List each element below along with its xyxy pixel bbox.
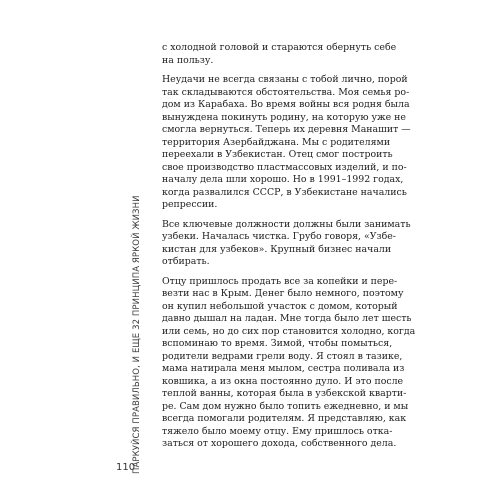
paragraph-4 bbox=[162, 275, 416, 451]
running-header: ПАРКУЙСЯ ПРАВИЛЬНО, И ЕЩЕ 32 ПРИНЦИПА ЯРКОЙ ЖИЗНИ bbox=[132, 195, 142, 474]
text-line: территория Азербайджана. Мы с родителями bbox=[162, 136, 391, 148]
paragraph-3 bbox=[162, 218, 411, 269]
text-line: ковшика, а из окна постоянно дуло. И это после bbox=[162, 375, 404, 387]
text-line: он купил небольшой участок с домом, который bbox=[162, 300, 398, 312]
text-line: узбеки. Началась чистка. Грубо говоря, «Узбе- bbox=[162, 231, 396, 242]
text-line: репрессии. bbox=[162, 199, 218, 210]
text-line: тяжело было моему отцу. Ему пришлось отка- bbox=[162, 425, 393, 437]
text-line: ре. Сам дом нужно было топить ежедневно, и мы bbox=[162, 400, 409, 412]
text-line: вынуждена покинуть родину, на которую уже не bbox=[162, 111, 406, 123]
text-line: кистан для узбеков». Крупный бизнес начали bbox=[162, 243, 392, 255]
text-line: смогла вернуться. Теперь их деревня Манашит — bbox=[162, 124, 411, 135]
body-text bbox=[162, 42, 416, 458]
text-line: так складываются обстоятельства. Моя семья ро- bbox=[162, 86, 410, 98]
text-line: на пользу. bbox=[162, 54, 214, 66]
paragraph-1 bbox=[162, 42, 397, 67]
paragraph-2 bbox=[162, 74, 411, 212]
text-line: вспоминаю то время. Зимой, чтобы помыться, bbox=[162, 338, 393, 349]
text-line: свое производство пластмассовых изделий, и по- bbox=[162, 161, 407, 173]
text-line: родители ведрами грели воду. Я стоял в тазике, bbox=[162, 350, 403, 362]
text-line: всегда помогали родителям. Я представляю, как bbox=[162, 413, 407, 424]
page-number: 110 bbox=[116, 462, 136, 473]
text-line: дом из Карабаха. Во время войны вся родня была bbox=[162, 99, 410, 110]
text-line: отбирать. bbox=[162, 256, 210, 267]
text-line: заться от хорошего дохода, собственного дела. bbox=[162, 438, 397, 449]
text-line: теплой ванны, которая была в узбекской кварти- bbox=[162, 388, 407, 399]
text-line: везти нас в Крым. Денег было немного, поэтому bbox=[162, 288, 404, 299]
text-line: Неудачи не всегда связаны с тобой лично, порой bbox=[162, 74, 408, 85]
text-line: мама натирала меня мылом, сестра поливала из bbox=[162, 363, 405, 374]
text-line: переехали в Узбекистан. Отец смог построить bbox=[162, 149, 393, 160]
text-line: с холодной головой и стараются обернуть себе bbox=[162, 42, 397, 53]
text-line: или семь, но до сих пор становится холодно, когда bbox=[162, 325, 416, 337]
text-line: Отцу пришлось продать все за копейки и пере- bbox=[162, 275, 398, 287]
text-line: Все ключевые должности должны были занимать bbox=[162, 218, 411, 230]
text-line: когда развалился СССР, в Узбекистане начались bbox=[162, 186, 407, 198]
text-line: давно дышал на ладан. Мне тогда было лет шесть bbox=[162, 313, 412, 324]
text-line: началу дела шли хорошо. Но в 1991–1992 годах, bbox=[162, 174, 404, 185]
